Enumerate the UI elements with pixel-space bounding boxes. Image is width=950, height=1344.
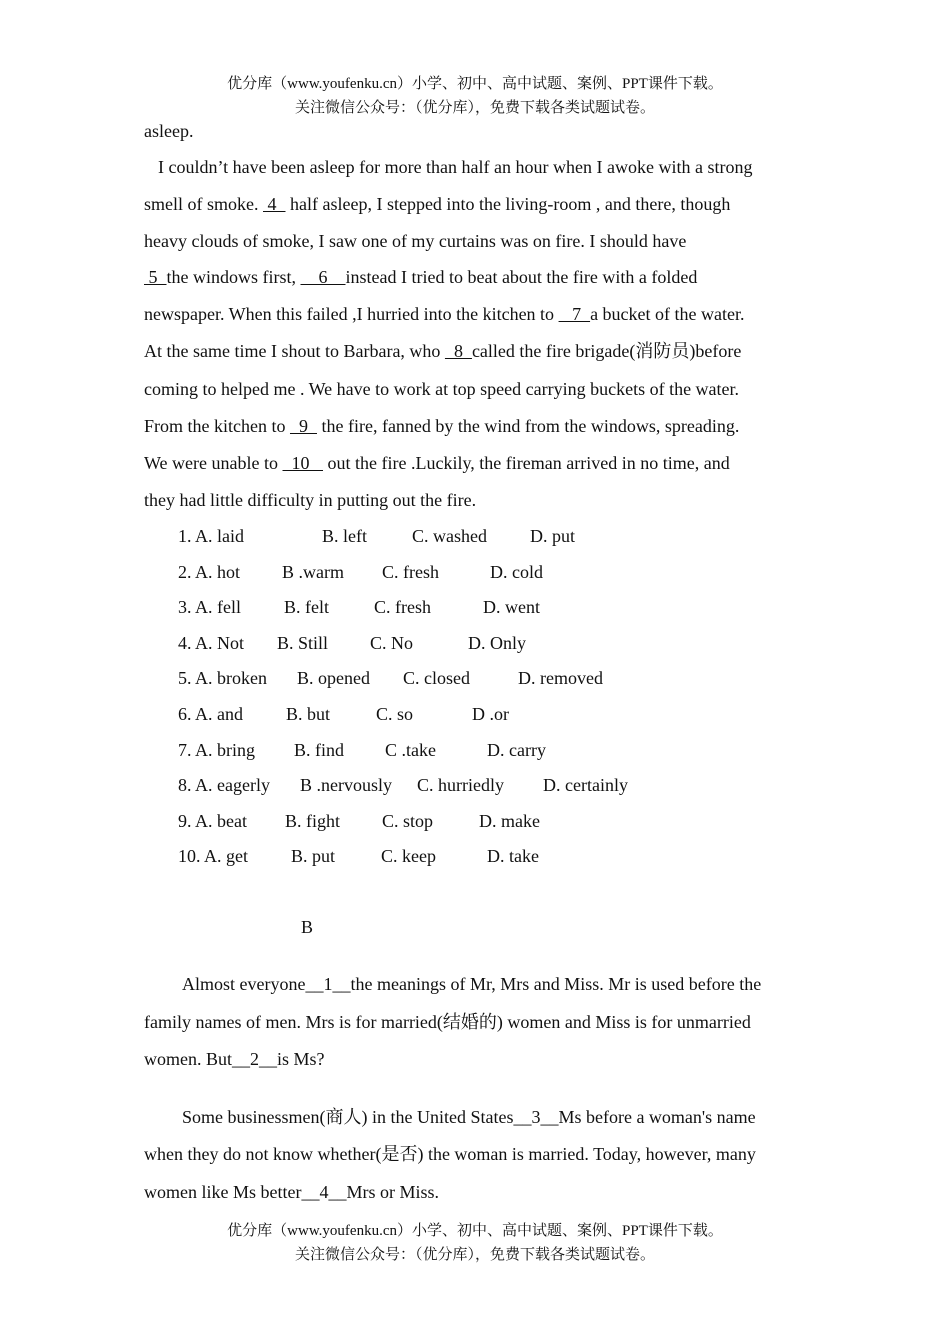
text: At the same time I shout to Barbara, who (144, 341, 445, 361)
passage-a-line-9 (144, 414, 739, 438)
text: From the kitchen to (144, 416, 290, 436)
option-d: D. put (530, 526, 575, 546)
blank-9: 9 (289, 416, 317, 436)
passage-a-line-6 (144, 302, 745, 326)
section-b-p1-line-2: family names of men. Mrs is for married(结婚的) women and Miss is for unmarried (144, 1012, 751, 1032)
text: We were unable to (144, 453, 283, 473)
option-b: B. left (322, 526, 367, 546)
footer-line-1: 优分库（www.youfenku.cn）小学、初中、高中试题、案例、PPT课件下载。 (227, 1223, 723, 1239)
option-b: B .nervously (300, 775, 392, 795)
option-b: B. felt (284, 597, 329, 617)
option-c: C. fresh (382, 562, 439, 582)
passage-a-line-5 (144, 265, 697, 289)
text: the fire, fanned by the wind from the windows, spreading. (316, 416, 740, 436)
passage-a-line-11: they had little difficulty in putting out the fire. (144, 490, 477, 510)
option-b: B. but (286, 704, 331, 724)
option-b: B. find (294, 740, 345, 760)
option-a: 9. A. beat (178, 811, 247, 831)
text: called the fire brigade(消防员)before (471, 341, 742, 361)
section-b-p2-line-1: Some businessmen(商人) in the United States__3__Ms before a woman's name (182, 1107, 756, 1127)
passage-a-line-3 (144, 192, 730, 216)
header-line-1: 优分库（www.youfenku.cn）小学、初中、高中试题、案例、PPT课件下载。 (227, 76, 723, 92)
blank-8: 8 (444, 341, 472, 361)
blank-10: 10 (282, 453, 323, 473)
text: the windows first, (166, 267, 301, 287)
option-d: D. certainly (543, 775, 628, 795)
text: instead I tried to beat about the fire with a folded (345, 267, 698, 287)
option-d: D. went (483, 597, 540, 617)
blank-5: 5 (144, 267, 167, 287)
option-c: C. stop (382, 811, 434, 831)
passage-a-line-7 (144, 339, 741, 363)
passage-a-line-10 (144, 451, 730, 475)
section-b-p1-line-1: Almost everyone__1__the meanings of Mr, Mrs and Miss. Mr is used before the (182, 974, 762, 994)
text: a bucket of the water. (590, 304, 745, 324)
option-a: 5. A. broken (178, 668, 267, 688)
section-b-heading: B (301, 917, 314, 937)
passage-a-line-2: I couldn’t have been asleep for more than half an hour when I awoke with a strong (158, 157, 753, 177)
text: smell of smoke. (144, 194, 263, 214)
text: half asleep, I stepped into the living-room , and there, though (285, 194, 731, 214)
option-a: 6. A. and (178, 704, 243, 724)
option-a: 10. A. get (178, 846, 248, 866)
text: out the fire .Luckily, the fireman arrived in no time, and (323, 453, 730, 473)
option-d: D. take (487, 846, 539, 866)
option-a: 2. A. hot (178, 562, 241, 582)
option-b: B. Still (277, 633, 329, 653)
page-header (0, 72, 950, 120)
page-footer (0, 1219, 950, 1267)
option-c: C. washed (412, 526, 487, 546)
option-a: 3. A. fell (178, 597, 241, 617)
option-d: D. removed (518, 668, 603, 688)
option-d: D. carry (487, 740, 546, 760)
header-line-2: 关注微信公众号：（优分库），免费下载各类试题试卷。 (294, 100, 655, 116)
passage-a-line-4: heavy clouds of smoke, I saw one of my curtains was on fire. I should have (144, 231, 687, 251)
option-c: C. so (376, 704, 414, 724)
section-b-p2-line-2: when they do not know whether(是否) the woman is married. Today, however, many (144, 1144, 756, 1164)
option-c: C. No (370, 633, 414, 653)
option-d: D. Only (468, 633, 526, 653)
option-d: D .or (472, 704, 509, 724)
option-c: C. keep (381, 846, 436, 866)
blank-7: 7 (558, 304, 591, 324)
text: newspaper. When this failed ,I hurried into the kitchen to (144, 304, 559, 324)
option-b: B .warm (282, 562, 344, 582)
option-a: 7. A. bring (178, 740, 256, 760)
option-c: C .take (385, 740, 436, 760)
blank-6: 6 (300, 267, 346, 287)
footer-line-2: 关注微信公众号：（优分库），免费下载各类试题试卷。 (294, 1247, 655, 1263)
passage-a-line-1: asleep. (144, 121, 194, 141)
section-b-p2-line-3: women like Ms better__4__Mrs or Miss. (144, 1182, 439, 1202)
option-c: C. fresh (374, 597, 431, 617)
option-b: B. fight (285, 811, 341, 831)
option-a: 1. A. laid (178, 526, 244, 546)
section-b-p1-line-3: women. But__2__is Ms? (144, 1049, 325, 1069)
option-a: 8. A. eagerly (178, 775, 270, 795)
option-d: D. make (479, 811, 540, 831)
option-b: B. put (291, 846, 336, 866)
passage-a-line-8: coming to helped me . We have to work at top speed carrying buckets of the water. (144, 379, 740, 399)
option-a: 4. A. Not (178, 633, 245, 653)
option-c: C. closed (403, 668, 470, 688)
option-b: B. opened (297, 668, 370, 688)
option-c: C. hurriedly (417, 775, 504, 795)
blank-4: 4 (263, 194, 286, 214)
option-d: D. cold (490, 562, 543, 582)
